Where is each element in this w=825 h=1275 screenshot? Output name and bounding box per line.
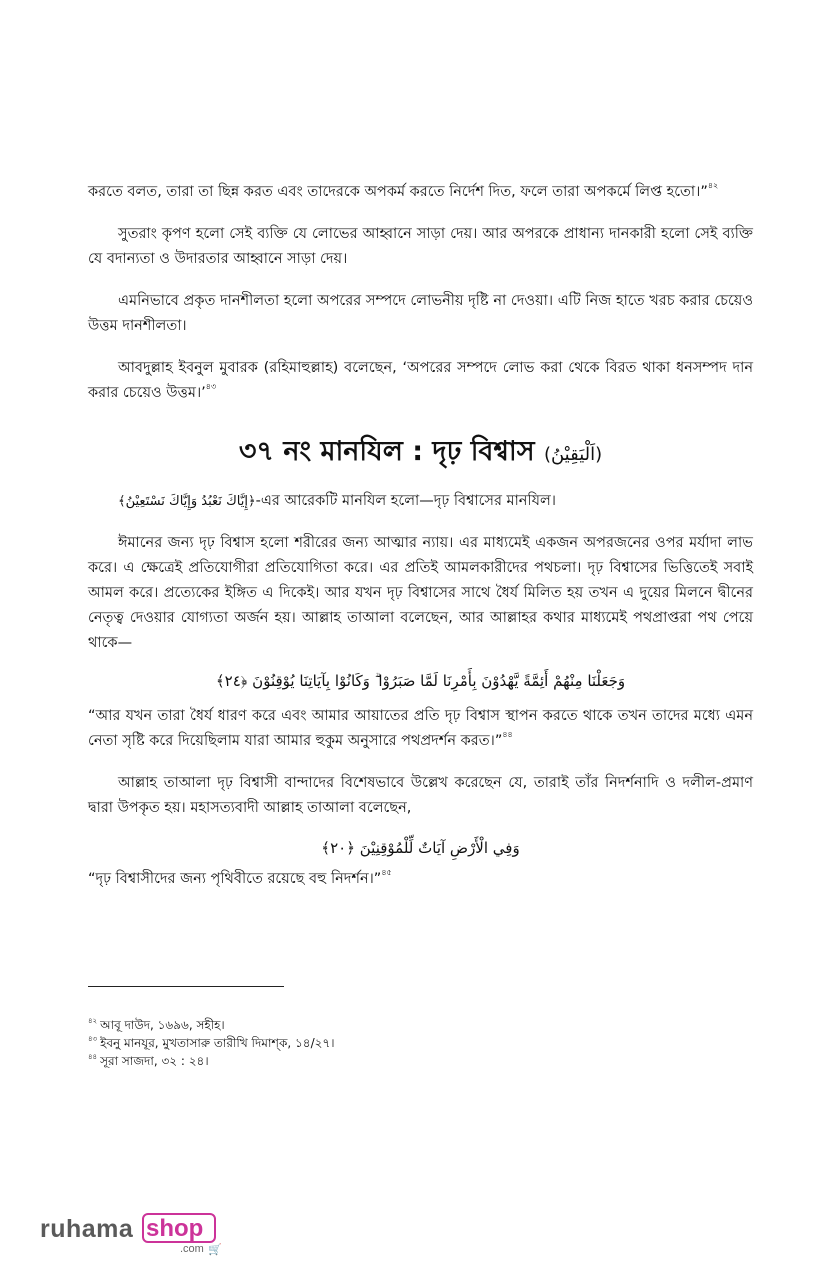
footnote-number: ৪৩	[88, 1035, 98, 1043]
paragraph-text: করতে বলত, তারা তা ছিন্ন করত এবং তাদেরকে অপকর্ম করতে নির্দেশ দিত, ফলে তারা অপকর্মে লিপ্ত হতো।”	[88, 184, 708, 200]
footnotes	[88, 1016, 488, 1070]
footnote-number: ৪২	[88, 1017, 98, 1025]
verse-translation	[88, 867, 753, 892]
footnote-divider	[88, 986, 284, 987]
paragraph-text: ঈমানের জন্য দৃঢ় বিশ্বাস হলো শরীরের জন্য আত্মার ন্যায়। এর মাধ্যমেই একজন অপরজনের ওপর মর্যাদা লাভ করে। এ ক্ষেত্রেই প্রতিযোগীরা প্রতিযোগিতা করে। এর প্রতিই আমলকারীদের পথচলা। দৃঢ় বিশ্বাসের ভিত্তিতেই সবাই আমল করে। প্রত্যেকের ইঙ্গিত এ দিকেই। আর যখন দৃঢ় বিশ্বাসের সাথে ধৈর্য মিলিত হয় তখন এ দুয়ের মিলনে দ্বীনের নেতৃত্ব দেওয়ার যোগ্যতা অর্জন হয়। আল্লাহ তাআলা বলেছেন, আর আল্লাহর কথার মাধ্যমেই পথপ্রাপ্তরা পথ পেয়ে থাকে—	[88, 535, 753, 651]
intro-paragraph	[88, 489, 753, 514]
quran-verse: وَفِي الْأَرْضِ آيَاتٌ لِّلْمُوْقِنِيْنَ ﴿٢٠﴾	[321, 839, 520, 857]
paragraph-text: আল্লাহ তাআলা দৃঢ় বিশ্বাসী বান্দাদের বিশেষভাবে উল্লেখ করেছেন যে, তারাই তাঁর নিদর্শনাদি ও দলীল-প্রমাণ দ্বারা উপকৃত হয়। মহাসত্যবাদী আল্লাহ তাআলা বলেছেন,	[88, 775, 753, 816]
footnote	[88, 1016, 488, 1034]
logo-text-ruhama: ruhama	[40, 1215, 134, 1243]
footnote-number: ৪৪	[88, 1053, 98, 1061]
paragraph	[88, 531, 753, 656]
paragraph	[88, 222, 753, 272]
paragraph	[88, 356, 753, 406]
logo-text-shop: shop	[146, 1215, 204, 1242]
paragraph-text: আবদুল্লাহ ইবনুল মুবারক (রহিমাহুল্লাহ) বলেছেন, ‘অপরের সম্পদে লোভ করা থেকে বিরত থাকা ধনসম্পদ দান করার চেয়েও উত্তম।’	[88, 360, 753, 401]
footnote-ref[interactable]: ৪২	[707, 181, 719, 190]
paragraph-text: এমনিভাবে প্রকৃত দানশীলতা হলো অপরের সম্পদে লোভনীয় দৃষ্টি না দেওয়া। এটি নিজ হাতে খরচ করার চেয়েও উত্তম দানশীলতা।	[88, 293, 753, 334]
intro-text: -এর আরেকটি মানযিল হলো—দৃঢ় বিশ্বাসের মানযিল।	[255, 493, 556, 509]
heading-arabic: (اَلْيَقِيْنُ)	[543, 444, 603, 465]
footnote-ref[interactable]: ৪৪	[502, 730, 513, 739]
ruhamashop-logo	[40, 1213, 230, 1257]
translation-text: “আর যখন তারা ধৈর্য ধারণ করে এবং আমার আয়াতের প্রতি দৃঢ় বিশ্বাস স্থাপন করতে থাকে তখন তাদের মধ্যে এমন নেতা সৃষ্টি করে দিয়েছিলাম যারা আমার হুকুম অনুসারে পথপ্রদর্শন করত।”	[88, 708, 753, 749]
footnote-text: আবূ দাউদ, ১৬৯৬, সহীহ।	[100, 1018, 225, 1032]
footnote	[88, 1034, 488, 1052]
paragraph	[88, 289, 753, 339]
page-body	[88, 180, 753, 892]
paragraph	[88, 771, 753, 821]
translation-text: “দৃঢ় বিশ্বাসীদের জন্য পৃথিবীতে রয়েছে বহু নিদর্শন।”	[88, 871, 382, 887]
verse-translation	[88, 704, 753, 754]
footnote-ref[interactable]: ৪৫	[381, 868, 392, 877]
section-heading	[88, 432, 753, 475]
footnote-text: সূরা সাজদা, ৩২ : ২৪।	[100, 1054, 209, 1068]
footnote-text: ইবনু মানযূর, মুখতাসারু তারীখি দিমাশ্ক, ১৪/২৭।	[100, 1036, 335, 1050]
intro-arabic: ﴿إِيَّاكَ نَعْبُدُ وَإِيَّاكَ نَسْتَعِيْنُ﴾	[118, 494, 256, 509]
logo-text-com: .com	[180, 1243, 204, 1255]
paragraph-text: সুতরাং কৃপণ হলো সেই ব্যক্তি যে লোভের আহ্বানে সাড়া দেয়। আর অপরকে প্রাধান্য দানকারী হলো সেই ব্যক্তি যে বদান্যতা ও উদারতার আহ্বানে সাড়া দেয়।	[88, 226, 753, 267]
paragraph	[88, 180, 753, 205]
heading-title: ৩৭ নং মানযিল : দৃঢ় বিশ্বাস	[238, 436, 535, 467]
footnote-ref[interactable]: ৪৩	[205, 382, 217, 391]
footnote	[88, 1052, 488, 1070]
quran-verse: وَجَعَلْنَا مِنْهُمْ أَئِمَّةً يَّهْدُوْنَ بِأَمْرِنَا لَمَّا صَبَرُوْا ۗ وَكَانُوْا بِآيَاتِنَا يُوْقِنُوْنَ ﴿٢٤﴾	[215, 672, 626, 690]
cart-icon: 🛒	[208, 1243, 222, 1256]
